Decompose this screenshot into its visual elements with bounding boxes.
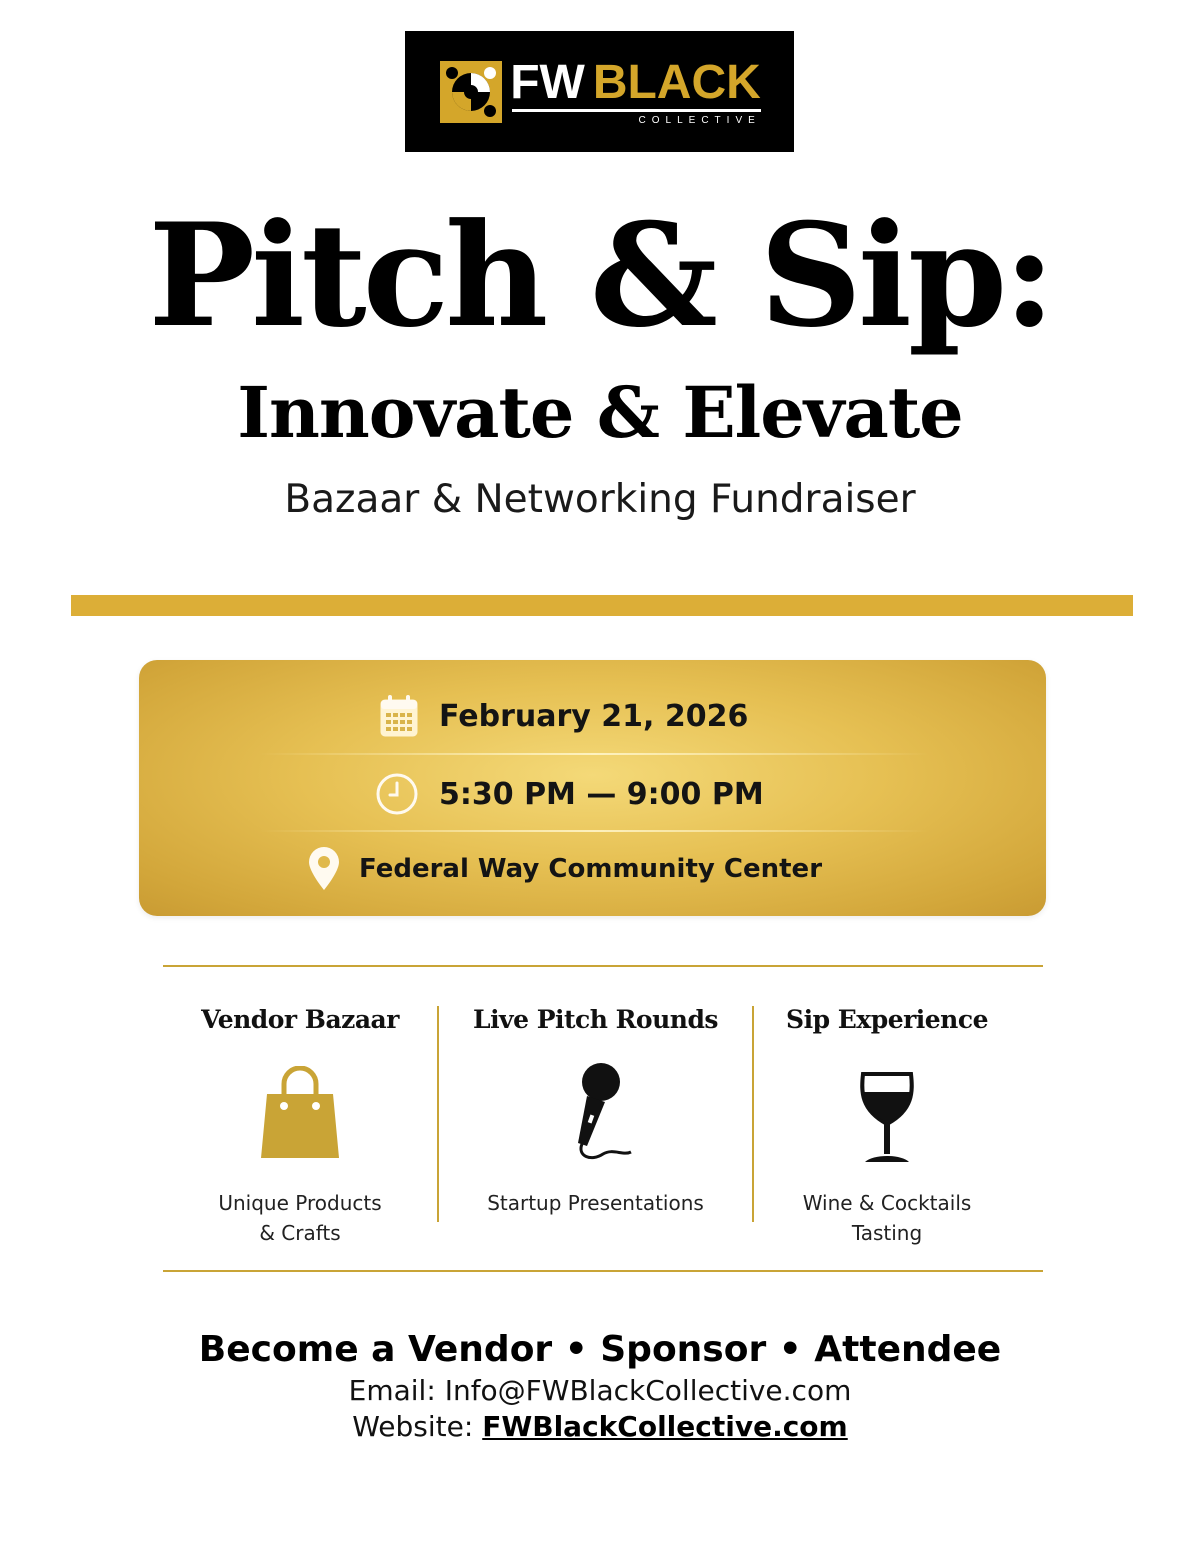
feature-desc: Wine & Cocktails — [802, 1191, 972, 1215]
feature-desc: Unique Products — [218, 1191, 382, 1215]
info-separator — [259, 753, 929, 755]
map-pin-icon — [307, 846, 341, 892]
feature-top-rule — [163, 965, 1043, 967]
event-details-box — [139, 660, 1046, 916]
event-location-row — [307, 844, 822, 894]
contact-website-line — [0, 1409, 1200, 1445]
event-date: February 21, 2026 — [439, 698, 749, 734]
feature-vendor-bazaar — [163, 1000, 437, 1248]
gold-divider — [71, 595, 1133, 616]
feature-bottom-rule — [163, 1270, 1043, 1272]
feature-live-pitch-rounds — [439, 1000, 752, 1218]
contact-email-line — [0, 1373, 1200, 1409]
microphone-icon — [551, 1060, 641, 1166]
event-tagline: Bazaar & Networking Fundraiser — [284, 477, 916, 522]
logo-mark-icon — [438, 59, 504, 125]
email-label: Email: — [348, 1374, 436, 1407]
feature-sip-experience — [754, 1000, 1020, 1248]
logo-black-text: BLACK — [592, 55, 761, 109]
shopping-bag-icon — [257, 1066, 343, 1166]
wine-glass-icon — [857, 1070, 917, 1166]
feature-desc: Startup Presentations — [487, 1191, 704, 1215]
event-date-row — [379, 692, 748, 740]
feature-desc: & Crafts — [259, 1221, 341, 1245]
event-title: Pitch & Sip: — [148, 193, 1052, 359]
logo-fw-text: FW — [510, 55, 585, 109]
clock-icon — [375, 772, 419, 816]
event-location: Federal Way Community Center — [359, 854, 823, 884]
call-to-action: Become a Vendor • Sponsor • Attendee — [198, 1329, 1002, 1370]
feature-title: Sip Experience — [786, 1005, 988, 1034]
website-label: Website: — [352, 1410, 474, 1443]
event-subtitle: Innovate & Elevate — [237, 371, 963, 454]
event-time-row — [375, 770, 764, 818]
feature-title: Vendor Bazaar — [201, 1005, 399, 1034]
website-link[interactable]: FWBlackCollective.com — [482, 1410, 848, 1443]
logo-collective-text: COLLECTIVE — [638, 114, 761, 126]
logo-rule — [512, 109, 761, 112]
event-time: 5:30 PM — 9:00 PM — [439, 776, 764, 812]
info-separator — [259, 830, 929, 832]
feature-desc: Tasting — [851, 1221, 923, 1245]
feature-title: Live Pitch Rounds — [472, 1005, 718, 1034]
email-link[interactable]: Info@FWBlackCollective.com — [444, 1374, 852, 1407]
fw-black-collective-logo — [405, 31, 794, 152]
calendar-icon — [379, 694, 419, 738]
